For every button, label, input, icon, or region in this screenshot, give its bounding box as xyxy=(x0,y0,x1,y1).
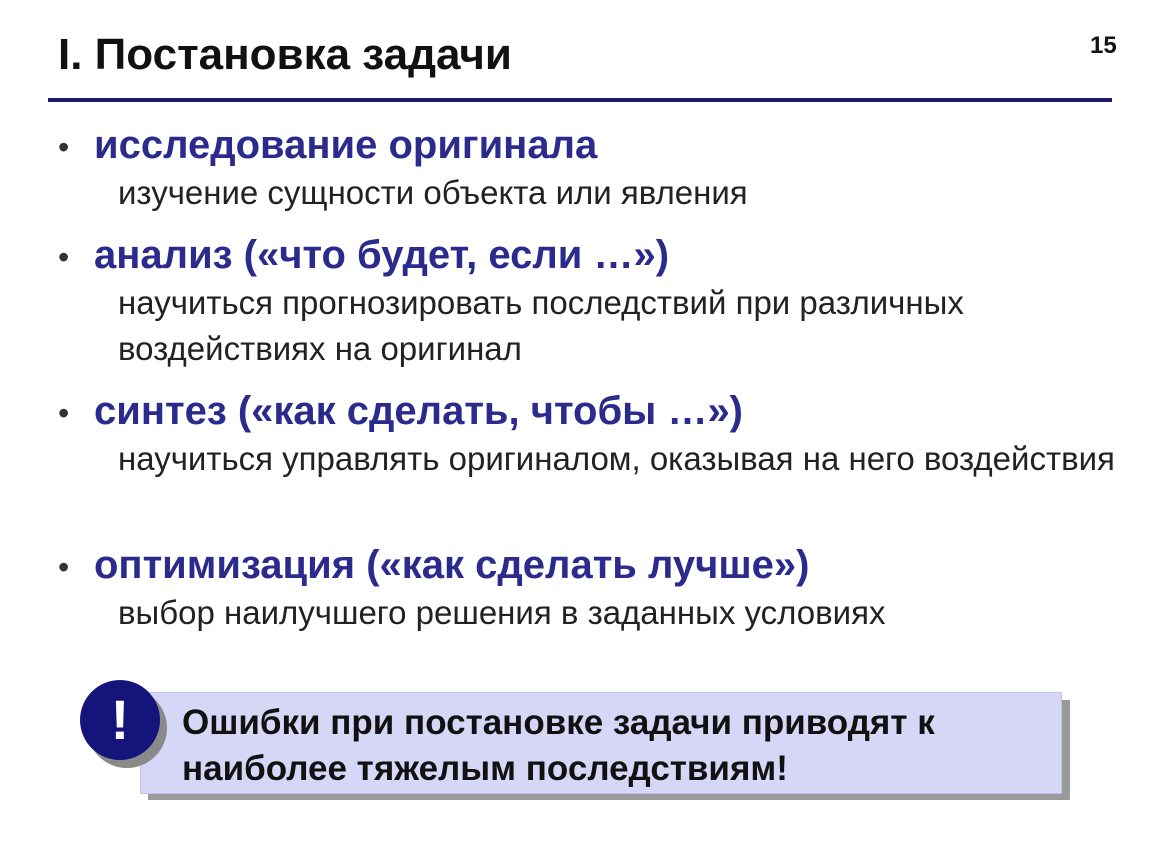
callout-text: Ошибки при постановке задачи приводят к наиболее тяжелым последствиям! xyxy=(182,703,935,788)
bullet-item-research xyxy=(58,120,1118,226)
bullet-label: синтез («как сделать, чтобы …») xyxy=(94,389,744,433)
slide-title: I. Постановка задачи xyxy=(58,30,512,79)
bullet-description: научиться прогнозировать последствий при различных воздействиях на оригинал xyxy=(118,284,964,367)
title-divider xyxy=(48,98,1112,102)
bullet-icon: • xyxy=(58,395,70,431)
bullet-icon: • xyxy=(58,129,70,165)
bullet-label: оптимизация («как сделать лучше») xyxy=(94,543,810,587)
bullet-item-analysis xyxy=(58,230,1118,382)
bullet-icon: • xyxy=(58,239,70,275)
bullet-description: выбор наилучшего решения в заданных условиях xyxy=(118,594,886,631)
exclamation-icon xyxy=(80,680,160,760)
bullet-label: исследование оригинала xyxy=(94,123,598,167)
bullet-icon: • xyxy=(58,549,70,585)
exclamation-mark: ! xyxy=(110,688,130,751)
bullet-item-optimization xyxy=(58,540,1118,646)
page-number: 15 xyxy=(1090,32,1117,59)
bullet-description: научиться управлять оригиналом, оказывая на него воздействия xyxy=(118,440,1115,477)
bullet-description: изучение сущности объекта или явления xyxy=(118,174,748,211)
bullet-label: анализ («что будет, если …») xyxy=(94,233,670,277)
bullet-item-synthesis xyxy=(58,386,1118,492)
